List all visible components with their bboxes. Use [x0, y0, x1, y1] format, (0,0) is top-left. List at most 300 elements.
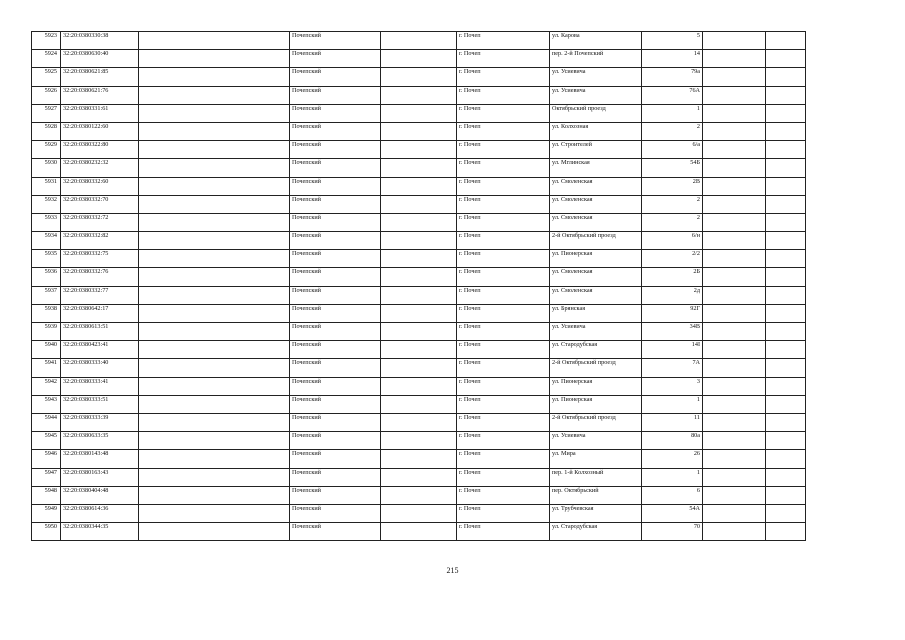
street-cell: ул. Смоленская: [550, 195, 642, 213]
empty-cell: [703, 32, 766, 50]
street-cell: ул. Мглинская: [550, 159, 642, 177]
row-number-cell: 5940: [32, 341, 61, 359]
empty-cell: [766, 304, 806, 322]
house-number-cell: 2Б: [642, 268, 703, 286]
empty-cell: [703, 159, 766, 177]
empty-cell: [139, 432, 290, 450]
cadastral-number-cell: 32:20:0380344:35: [61, 523, 139, 541]
empty-cell: [139, 413, 290, 431]
empty-cell: [766, 523, 806, 541]
empty-cell: [381, 268, 457, 286]
city-cell: г. Почеп: [457, 323, 550, 341]
street-cell: пер. Октябрьский: [550, 486, 642, 504]
house-number-cell: 70: [642, 523, 703, 541]
table-row: [32, 377, 806, 395]
empty-cell: [703, 432, 766, 450]
empty-cell: [381, 141, 457, 159]
table-row: [32, 232, 806, 250]
city-cell: г. Почеп: [457, 32, 550, 50]
cadastral-number-cell: 32:20:0380332:76: [61, 268, 139, 286]
row-number-cell: 5923: [32, 32, 61, 50]
row-number-cell: 5935: [32, 250, 61, 268]
empty-cell: [139, 177, 290, 195]
empty-cell: [766, 213, 806, 231]
empty-cell: [381, 395, 457, 413]
empty-cell: [766, 86, 806, 104]
empty-cell: [703, 213, 766, 231]
empty-cell: [139, 486, 290, 504]
table-row: [32, 486, 806, 504]
empty-cell: [703, 250, 766, 268]
empty-cell: [139, 323, 290, 341]
city-cell: г. Почеп: [457, 395, 550, 413]
empty-cell: [766, 232, 806, 250]
table-row: [32, 395, 806, 413]
district-cell: Почепский: [290, 195, 381, 213]
row-number-cell: 5945: [32, 432, 61, 450]
street-cell: ул. Трубчевская: [550, 504, 642, 522]
empty-cell: [381, 450, 457, 468]
city-cell: г. Почеп: [457, 377, 550, 395]
empty-cell: [139, 122, 290, 140]
district-cell: Почепский: [290, 304, 381, 322]
district-cell: Почепский: [290, 232, 381, 250]
empty-cell: [766, 504, 806, 522]
city-cell: г. Почеп: [457, 250, 550, 268]
empty-cell: [766, 104, 806, 122]
cadastral-number-cell: 32:20:0380333:39: [61, 413, 139, 431]
empty-cell: [766, 432, 806, 450]
cadastral-number-cell: 32:20:0380614:36: [61, 504, 139, 522]
cadastral-number-cell: 32:20:0380232:32: [61, 159, 139, 177]
street-cell: ул. Мира: [550, 450, 642, 468]
city-cell: г. Почеп: [457, 86, 550, 104]
city-cell: г. Почеп: [457, 432, 550, 450]
table-row: [32, 450, 806, 468]
cadastral-number-cell: 32:20:0380630:40: [61, 50, 139, 68]
table-row: [32, 413, 806, 431]
row-number-cell: 5927: [32, 104, 61, 122]
empty-cell: [139, 232, 290, 250]
empty-cell: [703, 177, 766, 195]
house-number-cell: 5: [642, 32, 703, 50]
city-cell: г. Почеп: [457, 486, 550, 504]
empty-cell: [381, 523, 457, 541]
city-cell: г. Почеп: [457, 141, 550, 159]
empty-cell: [381, 104, 457, 122]
cadastral-number-cell: 32:20:0380642:17: [61, 304, 139, 322]
cadastral-number-cell: 32:20:0380332:75: [61, 250, 139, 268]
district-cell: Почепский: [290, 141, 381, 159]
table-row: [32, 250, 806, 268]
table-row: [32, 50, 806, 68]
street-cell: 2-й Октябрьский проезд: [550, 359, 642, 377]
district-cell: Почепский: [290, 377, 381, 395]
empty-cell: [703, 304, 766, 322]
empty-cell: [703, 523, 766, 541]
empty-cell: [381, 341, 457, 359]
empty-cell: [381, 213, 457, 231]
empty-cell: [766, 323, 806, 341]
table-row: [32, 213, 806, 231]
district-cell: Почепский: [290, 359, 381, 377]
city-cell: г. Почеп: [457, 304, 550, 322]
district-cell: Почепский: [290, 86, 381, 104]
street-cell: 2-й Октябрьский проезд: [550, 413, 642, 431]
street-cell: ул. Усиевича: [550, 323, 642, 341]
city-cell: г. Почеп: [457, 159, 550, 177]
district-cell: Почепский: [290, 432, 381, 450]
city-cell: г. Почеп: [457, 341, 550, 359]
city-cell: г. Почеп: [457, 232, 550, 250]
empty-cell: [703, 86, 766, 104]
row-number-cell: 5950: [32, 523, 61, 541]
street-cell: ул. Смоленская: [550, 177, 642, 195]
empty-cell: [381, 468, 457, 486]
district-cell: Почепский: [290, 213, 381, 231]
table-row: [32, 86, 806, 104]
house-number-cell: 79а: [642, 68, 703, 86]
cadastral-number-cell: 32:20:0380333:40: [61, 359, 139, 377]
row-number-cell: 5947: [32, 468, 61, 486]
empty-cell: [381, 250, 457, 268]
house-number-cell: 2: [642, 122, 703, 140]
table-row: [32, 323, 806, 341]
city-cell: г. Почеп: [457, 523, 550, 541]
cadastral-number-cell: 32:20:0380332:60: [61, 177, 139, 195]
street-cell: 2-й Октябрьский проезд: [550, 232, 642, 250]
house-number-cell: 54А: [642, 504, 703, 522]
house-number-cell: 2: [642, 195, 703, 213]
empty-cell: [381, 86, 457, 104]
table-row: [32, 432, 806, 450]
street-cell: ул. Смоленская: [550, 268, 642, 286]
empty-cell: [766, 68, 806, 86]
district-cell: Почепский: [290, 450, 381, 468]
row-number-cell: 5944: [32, 413, 61, 431]
cadastral-number-cell: 32:20:0380332:70: [61, 195, 139, 213]
table-row: [32, 359, 806, 377]
city-cell: г. Почеп: [457, 504, 550, 522]
empty-cell: [139, 359, 290, 377]
house-number-cell: 26: [642, 450, 703, 468]
empty-cell: [381, 68, 457, 86]
house-number-cell: 1: [642, 468, 703, 486]
city-cell: г. Почеп: [457, 468, 550, 486]
cadastral-number-cell: 32:20:0380331:61: [61, 104, 139, 122]
row-number-cell: 5932: [32, 195, 61, 213]
empty-cell: [381, 304, 457, 322]
empty-cell: [766, 395, 806, 413]
empty-cell: [766, 341, 806, 359]
row-number-cell: 5926: [32, 86, 61, 104]
row-number-cell: 5930: [32, 159, 61, 177]
row-number-cell: 5934: [32, 232, 61, 250]
district-cell: Почепский: [290, 250, 381, 268]
house-number-cell: 14I: [642, 341, 703, 359]
street-cell: ул. Усиевича: [550, 432, 642, 450]
street-cell: пер. 2-й Почепский: [550, 50, 642, 68]
row-number-cell: 5936: [32, 268, 61, 286]
district-cell: Почепский: [290, 286, 381, 304]
cadastral-number-cell: 32:20:0380122:60: [61, 122, 139, 140]
cadastral-number-cell: 32:20:0380332:77: [61, 286, 139, 304]
house-number-cell: 2В: [642, 177, 703, 195]
district-cell: Почепский: [290, 323, 381, 341]
empty-cell: [703, 413, 766, 431]
table-row: [32, 32, 806, 50]
empty-cell: [766, 413, 806, 431]
empty-cell: [703, 268, 766, 286]
city-cell: г. Почеп: [457, 359, 550, 377]
district-cell: Почепский: [290, 268, 381, 286]
house-number-cell: 34В: [642, 323, 703, 341]
district-cell: Почепский: [290, 104, 381, 122]
empty-cell: [139, 377, 290, 395]
row-number-cell: 5925: [32, 68, 61, 86]
cadastral-number-cell: 32:20:0380332:72: [61, 213, 139, 231]
city-cell: г. Почеп: [457, 104, 550, 122]
empty-cell: [766, 177, 806, 195]
empty-cell: [139, 268, 290, 286]
table-row: [32, 468, 806, 486]
empty-cell: [139, 450, 290, 468]
street-cell: пер. 1-й Колхозный: [550, 468, 642, 486]
district-cell: Почепский: [290, 395, 381, 413]
row-number-cell: 5949: [32, 504, 61, 522]
empty-cell: [703, 359, 766, 377]
table-row: [32, 268, 806, 286]
city-cell: г. Почеп: [457, 122, 550, 140]
city-cell: г. Почеп: [457, 450, 550, 468]
empty-cell: [766, 359, 806, 377]
empty-cell: [766, 32, 806, 50]
city-cell: г. Почеп: [457, 50, 550, 68]
city-cell: г. Почеп: [457, 68, 550, 86]
empty-cell: [766, 159, 806, 177]
empty-cell: [703, 122, 766, 140]
house-number-cell: 7А: [642, 359, 703, 377]
empty-cell: [139, 159, 290, 177]
district-cell: Почепский: [290, 122, 381, 140]
house-number-cell: 2д: [642, 286, 703, 304]
city-cell: г. Почеп: [457, 177, 550, 195]
row-number-cell: 5943: [32, 395, 61, 413]
street-cell: ул. Пионерская: [550, 377, 642, 395]
row-number-cell: 5937: [32, 286, 61, 304]
row-number-cell: 5931: [32, 177, 61, 195]
empty-cell: [139, 304, 290, 322]
row-number-cell: 5929: [32, 141, 61, 159]
street-cell: ул. Стародубская: [550, 341, 642, 359]
registry-table: [31, 31, 806, 541]
street-cell: ул. Усиевича: [550, 86, 642, 104]
house-number-cell: 76А: [642, 86, 703, 104]
empty-cell: [703, 195, 766, 213]
empty-cell: [766, 122, 806, 140]
row-number-cell: 5928: [32, 122, 61, 140]
empty-cell: [139, 50, 290, 68]
city-cell: г. Почеп: [457, 286, 550, 304]
empty-cell: [703, 486, 766, 504]
empty-cell: [766, 50, 806, 68]
table-row: [32, 104, 806, 122]
cadastral-number-cell: 32:20:0380322:80: [61, 141, 139, 159]
district-cell: Почепский: [290, 504, 381, 522]
district-cell: Почепский: [290, 486, 381, 504]
cadastral-number-cell: 32:20:0380333:41: [61, 377, 139, 395]
empty-cell: [703, 395, 766, 413]
empty-cell: [703, 450, 766, 468]
empty-cell: [139, 250, 290, 268]
cadastral-number-cell: 32:20:0380163:43: [61, 468, 139, 486]
table-row: [32, 141, 806, 159]
empty-cell: [139, 68, 290, 86]
district-cell: Почепский: [290, 523, 381, 541]
house-number-cell: 14: [642, 50, 703, 68]
empty-cell: [381, 232, 457, 250]
street-cell: ул. Стародубская: [550, 523, 642, 541]
row-number-cell: 5942: [32, 377, 61, 395]
empty-cell: [381, 323, 457, 341]
row-number-cell: 5933: [32, 213, 61, 231]
table-row: [32, 159, 806, 177]
cadastral-number-cell: 32:20:0380423:41: [61, 341, 139, 359]
table-row: [32, 177, 806, 195]
house-number-cell: 54Б: [642, 159, 703, 177]
house-number-cell: 2: [642, 213, 703, 231]
empty-cell: [703, 232, 766, 250]
cadastral-number-cell: 32:20:0380613:51: [61, 323, 139, 341]
house-number-cell: 3: [642, 377, 703, 395]
empty-cell: [139, 86, 290, 104]
street-cell: ул. Смоленская: [550, 286, 642, 304]
table-row: [32, 122, 806, 140]
page-number: 215: [446, 566, 459, 575]
district-cell: Почепский: [290, 177, 381, 195]
row-number-cell: 5946: [32, 450, 61, 468]
empty-cell: [139, 341, 290, 359]
row-number-cell: 5938: [32, 304, 61, 322]
empty-cell: [381, 432, 457, 450]
empty-cell: [139, 504, 290, 522]
row-number-cell: 5941: [32, 359, 61, 377]
city-cell: г. Почеп: [457, 413, 550, 431]
empty-cell: [139, 468, 290, 486]
house-number-cell: 1: [642, 104, 703, 122]
house-number-cell: 80а: [642, 432, 703, 450]
district-cell: Почепский: [290, 341, 381, 359]
district-cell: Почепский: [290, 68, 381, 86]
district-cell: Почепский: [290, 468, 381, 486]
empty-cell: [703, 104, 766, 122]
table-row: [32, 286, 806, 304]
table-row: [32, 523, 806, 541]
empty-cell: [766, 468, 806, 486]
empty-cell: [139, 195, 290, 213]
empty-cell: [139, 523, 290, 541]
cadastral-number-cell: 32:20:0380633:35: [61, 432, 139, 450]
empty-cell: [139, 213, 290, 231]
house-number-cell: 1: [642, 395, 703, 413]
empty-cell: [139, 104, 290, 122]
district-cell: Почепский: [290, 32, 381, 50]
empty-cell: [381, 32, 457, 50]
empty-cell: [766, 486, 806, 504]
city-cell: г. Почеп: [457, 195, 550, 213]
empty-cell: [381, 486, 457, 504]
street-cell: ул. Смоленская: [550, 213, 642, 231]
empty-cell: [703, 377, 766, 395]
empty-cell: [703, 141, 766, 159]
house-number-cell: 6/а: [642, 141, 703, 159]
street-cell: ул. Колхозная: [550, 122, 642, 140]
street-cell: ул. Брянская: [550, 304, 642, 322]
house-number-cell: 11: [642, 413, 703, 431]
empty-cell: [139, 141, 290, 159]
cadastral-number-cell: 32:20:0380621:76: [61, 86, 139, 104]
empty-cell: [703, 68, 766, 86]
empty-cell: [381, 286, 457, 304]
empty-cell: [381, 195, 457, 213]
table-row: [32, 68, 806, 86]
empty-cell: [766, 450, 806, 468]
empty-cell: [381, 413, 457, 431]
empty-cell: [766, 377, 806, 395]
empty-cell: [703, 50, 766, 68]
empty-cell: [381, 377, 457, 395]
empty-cell: [703, 341, 766, 359]
table-row: [32, 341, 806, 359]
street-cell: ул. Карова: [550, 32, 642, 50]
empty-cell: [766, 268, 806, 286]
empty-cell: [703, 286, 766, 304]
city-cell: г. Почеп: [457, 268, 550, 286]
table-row: [32, 195, 806, 213]
empty-cell: [139, 286, 290, 304]
empty-cell: [703, 323, 766, 341]
empty-cell: [381, 122, 457, 140]
table-row: [32, 504, 806, 522]
street-cell: ул. Пионерская: [550, 395, 642, 413]
street-cell: ул. Усиевича: [550, 68, 642, 86]
street-cell: ул. Строителей: [550, 141, 642, 159]
cadastral-number-cell: 32:20:0380330:38: [61, 32, 139, 50]
empty-cell: [139, 395, 290, 413]
cadastral-number-cell: 32:20:0380332:82: [61, 232, 139, 250]
house-number-cell: 2/2: [642, 250, 703, 268]
empty-cell: [381, 504, 457, 522]
city-cell: г. Почеп: [457, 213, 550, 231]
house-number-cell: 92Г: [642, 304, 703, 322]
street-cell: ул. Пионерская: [550, 250, 642, 268]
row-number-cell: 5924: [32, 50, 61, 68]
cadastral-number-cell: 32:20:0380404:48: [61, 486, 139, 504]
cadastral-number-cell: 32:20:0380333:51: [61, 395, 139, 413]
empty-cell: [766, 141, 806, 159]
cadastral-number-cell: 32:20:0380621:85: [61, 68, 139, 86]
empty-cell: [703, 468, 766, 486]
empty-cell: [381, 359, 457, 377]
district-cell: Почепский: [290, 413, 381, 431]
table-row: [32, 304, 806, 322]
empty-cell: [381, 177, 457, 195]
empty-cell: [381, 159, 457, 177]
street-cell: Октябрьский проезд: [550, 104, 642, 122]
registry-rows: [32, 32, 806, 541]
empty-cell: [766, 250, 806, 268]
empty-cell: [139, 32, 290, 50]
